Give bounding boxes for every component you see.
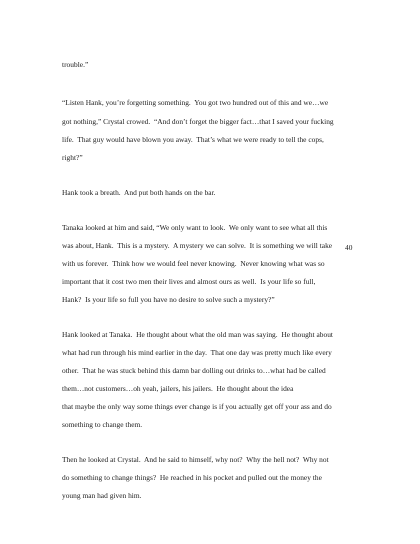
text-line: trouble.” [62, 60, 89, 69]
text-line: with us forever. Think how we would feel never knowing. Never knowing what was so [62, 259, 325, 268]
text-line: something to change them. [62, 420, 143, 429]
page-number: 40 [345, 243, 353, 252]
text-line: that maybe the only way some things ever change is if you actually get off your ass and do [62, 402, 332, 411]
text-line: got nothing,” Crystal crowed. “And don’t forget the bigger fact…that I saved your fucking [62, 117, 334, 126]
text-line: other. That he was stuck behind this damn bar dolling out drinks to…what had be called [62, 366, 326, 375]
text-line: life. That guy would have blown you away. That’s what we were ready to tell the cops, [62, 135, 324, 144]
text-line: right?” [62, 153, 83, 162]
text-line: Tanaka looked at him and said, “We only want to look. We only want to see what all this [62, 223, 328, 232]
text-line: them…not customers…oh yeah, jailers, his jailers. He thought about the idea [62, 384, 294, 393]
text-line: young man had given him. [62, 491, 142, 500]
text-line: do something to change things? He reached in his pocket and pulled out the money the [62, 473, 322, 482]
text-line: Hank took a breath. And put both hands on the bar. [62, 188, 216, 197]
text-line: Then he looked at Crystal. And he said to himself, why not? Why the hell not? Why not [62, 455, 329, 464]
text-line: what had run through his mind earlier in the day. That one day was pretty much like every [62, 348, 332, 357]
text-line: Hank? Is your life so full you have no desire to solve such a mystery?” [62, 295, 275, 304]
text-line: was about, Hank. This is a mystery. A mystery we can solve. It is something we will take [62, 241, 333, 250]
text-line: “Listen Hank, you’re forgetting something. You got two hundred out of this and we…we [62, 98, 329, 107]
text-line: important that it cost two men their lives and almost ours as well. Is your life so full, [62, 277, 316, 286]
text-line: Hank looked at Tanaka. He thought about what the old man was saying. He thought about [62, 330, 333, 339]
